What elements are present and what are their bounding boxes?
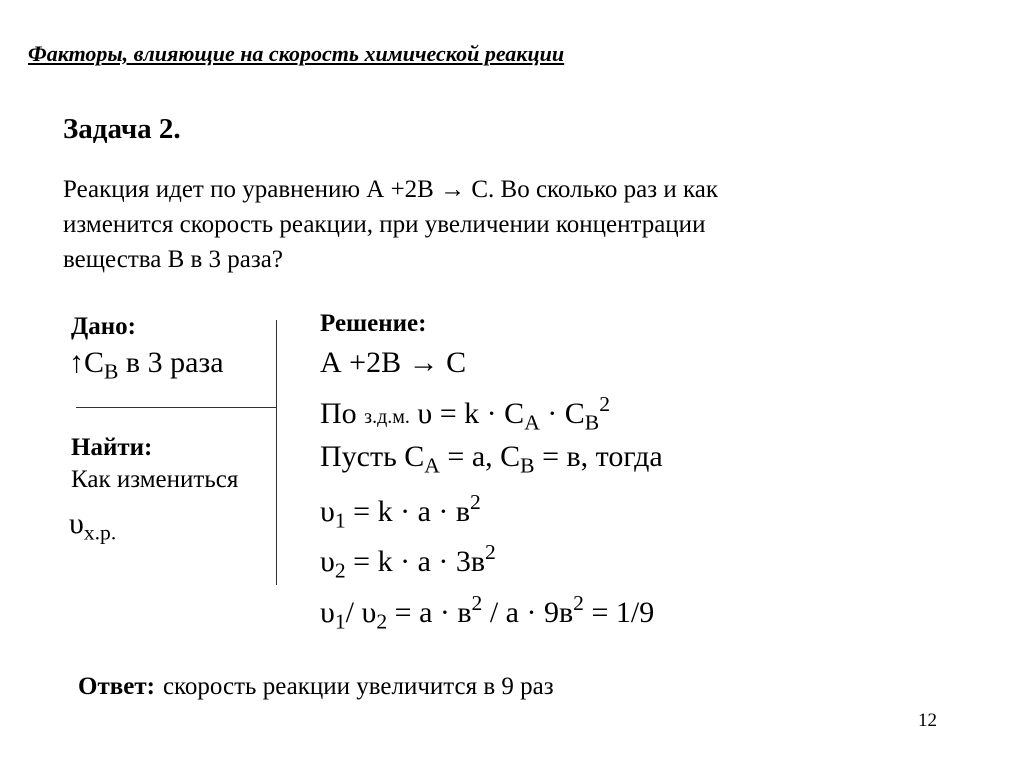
rate-two-line: $\upsilon_2 = k \cdot а \cdot 3в^2$ bbox=[320, 540, 496, 583]
substitution-line: Пусть $C_A = а$, $C_B = в$, тогда bbox=[320, 440, 663, 478]
given-divider bbox=[76, 407, 276, 408]
rate-ratio-line: $\upsilon_1/$ $\upsilon_2 = а \cdot в^2 / а \cdot 9в^2 = 1/9$ bbox=[320, 591, 655, 634]
answer-label: Ответ: bbox=[78, 673, 155, 700]
solution-heading: Решение: bbox=[320, 310, 427, 337]
given-value: $↑C_B$ в 3 раза bbox=[69, 346, 224, 384]
column-divider bbox=[276, 320, 277, 585]
answer-line bbox=[78, 673, 554, 701]
rate-law-line: По з.д.м. $\upsilon = k \cdot C_A \cdot C_B^2$ bbox=[320, 392, 610, 435]
find-heading: Найти: bbox=[71, 434, 153, 461]
up-arrow-icon: ↑ bbox=[69, 346, 84, 379]
problem-line: изменится скорость реакции, при увеличении концентрации bbox=[63, 211, 706, 238]
problem-statement bbox=[63, 172, 883, 277]
task-title: Задача 2. bbox=[63, 113, 181, 145]
find-symbol: $\upsilon_{х.р.}$ bbox=[69, 507, 117, 545]
problem-line: вещества В в 3 раза? bbox=[63, 246, 283, 273]
reaction-equation: А +2В → С bbox=[320, 346, 467, 379]
problem-line: Реакция идет по уравнению А +2В → С. Во сколько раз и как bbox=[63, 176, 718, 203]
rate-one-line: $\upsilon_1 = k \cdot а \cdot в^2$ bbox=[320, 490, 481, 533]
page-number: 12 bbox=[918, 710, 937, 731]
slide-header: Факторы, влияющие на скорость химической реакции bbox=[28, 41, 565, 66]
answer-text: скорость реакции увеличится в 9 раз bbox=[162, 673, 554, 700]
given-heading: Дано: bbox=[71, 313, 136, 340]
find-text: Как измениться bbox=[71, 466, 239, 493]
